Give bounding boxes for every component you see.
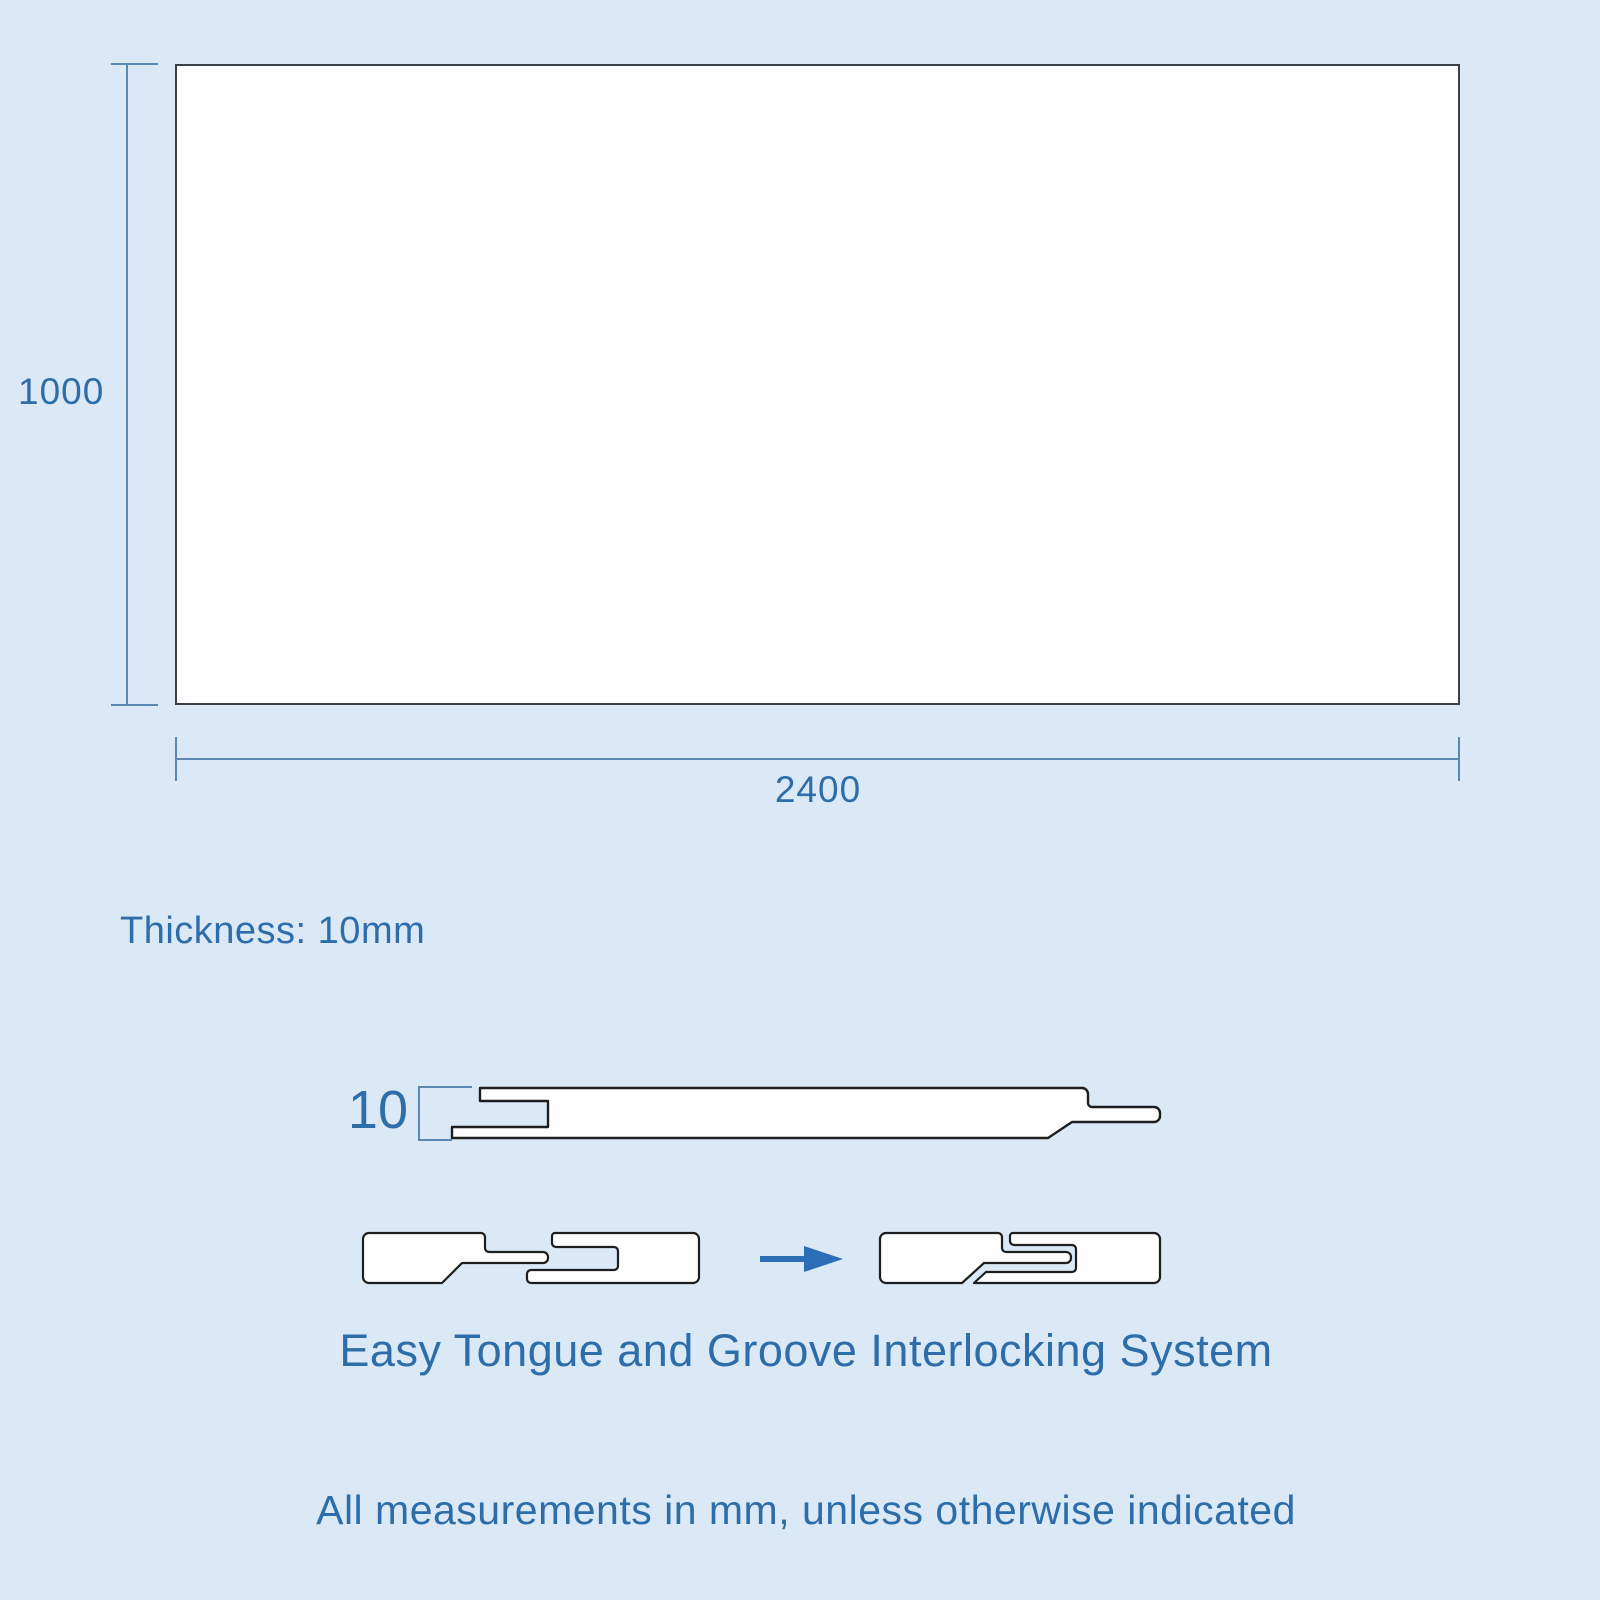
- width-dimension-line: [176, 758, 1460, 760]
- tongue-piece-before: [363, 1233, 548, 1283]
- interlock-caption: Easy Tongue and Groove Interlocking System: [339, 1325, 1273, 1376]
- interlock-sequence-drawing: [350, 1222, 1180, 1294]
- height-dimension-tick-bottom: [111, 704, 158, 706]
- thickness-note: Thickness: 10mm: [120, 910, 426, 952]
- width-dimension-tick-right: [1458, 737, 1460, 781]
- width-dimension-tick-left: [175, 737, 177, 781]
- panel-cross-section-outline: [452, 1088, 1160, 1138]
- height-dimension-label: 1000: [18, 371, 105, 412]
- measurement-footnote: All measurements in mm, unless otherwise indicated: [316, 1487, 1296, 1533]
- panel-cross-section-drawing: [400, 1075, 1180, 1150]
- panel-face-rectangle: [175, 64, 1460, 705]
- profile-thickness-label: 10: [347, 1080, 408, 1140]
- height-dimension-line: [126, 64, 128, 706]
- height-dimension-tick-top: [111, 63, 158, 65]
- width-dimension-label: 2400: [774, 769, 862, 810]
- groove-piece-before: [527, 1233, 699, 1283]
- arrow-right-icon: [760, 1246, 843, 1272]
